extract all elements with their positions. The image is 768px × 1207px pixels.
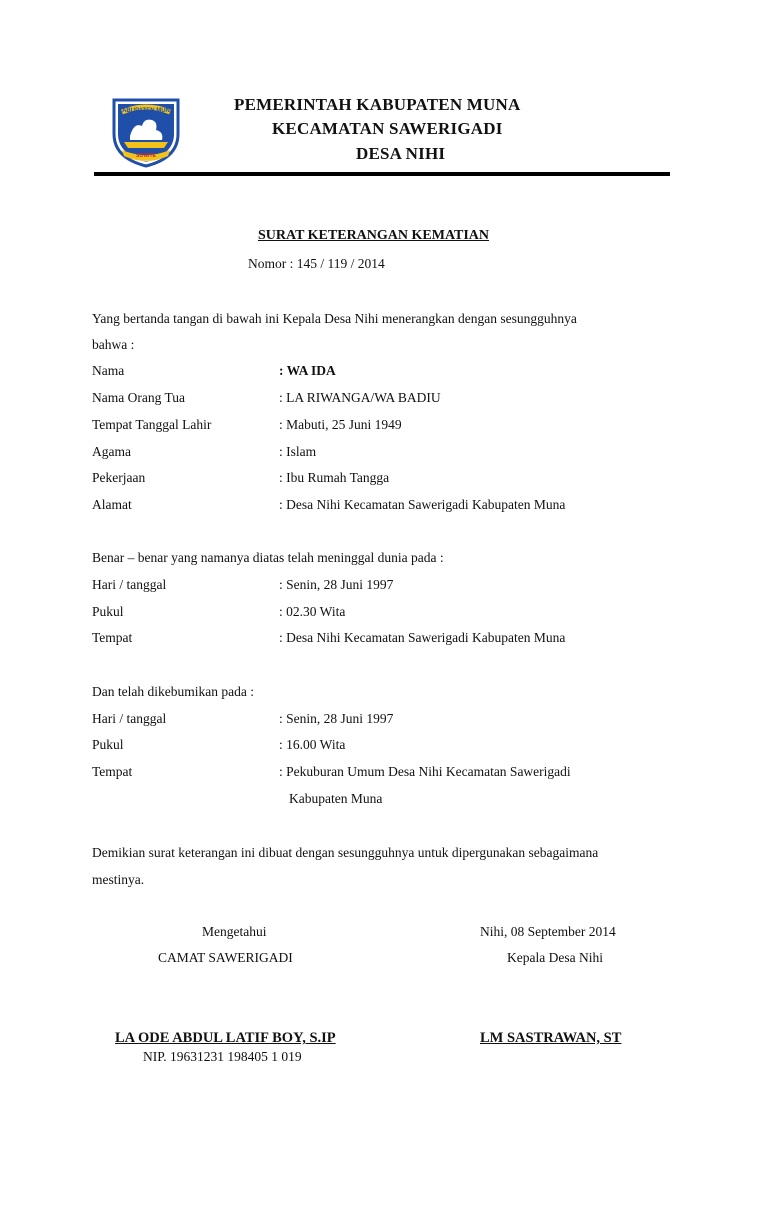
burial-heading: Dan telah dikebumikan pada :: [92, 684, 254, 699]
burial-time-value: : 16.00 Wita: [279, 737, 346, 752]
birth-label: Tempat Tanggal Lahir: [92, 417, 212, 432]
right-signature-place-date: Nihi, 08 September 2014: [480, 924, 616, 939]
person-name-value: : WA IDA: [279, 363, 336, 378]
death-heading: Benar – benar yang namanya diatas telah meninggal dunia pada :: [92, 550, 444, 565]
header-district: KECAMATAN SAWERIGADI: [272, 119, 503, 138]
logo-year-text: 1959: [142, 160, 150, 164]
header-divider: [94, 172, 670, 176]
burial-place-continued: Kabupaten Muna: [289, 791, 383, 806]
logo-top-text: KABUPATEN MUNA: [117, 108, 175, 114]
burial-day-value: : Senin, 28 Juni 1997: [279, 711, 394, 726]
right-signatory-name: LM SASTRAWAN, ST: [480, 1030, 622, 1046]
burial-time-label: Pukul: [92, 737, 124, 752]
header-government: PEMERINTAH KABUPATEN MUNA: [234, 95, 521, 114]
document-number: Nomor : 145 / 119 / 2014: [248, 256, 385, 271]
right-signature-role: Kepala Desa Nihi: [507, 950, 603, 965]
closing-line-2: mestinya.: [92, 872, 145, 887]
logo-bottom-text: SOWITE: [136, 153, 156, 159]
death-place-value: : Desa Nihi Kecamatan Sawerigadi Kabupaten Muna: [279, 630, 566, 645]
parents-value: : LA RIWANGA/WA BADIU: [279, 390, 441, 405]
death-time-label: Pukul: [92, 604, 124, 619]
religion-value: : Islam: [279, 444, 317, 459]
logo-base-band: [124, 142, 168, 148]
header-village: DESA NIHI: [356, 144, 446, 163]
left-signatory-nip: NIP. 19631231 198405 1 019: [143, 1049, 302, 1064]
left-signature-caption: Mengetahui: [202, 924, 267, 939]
address-label: Alamat: [92, 497, 132, 512]
burial-day-label: Hari / tanggal: [92, 711, 167, 726]
kabupaten-muna-logo: [108, 96, 184, 168]
parents-label: Nama Orang Tua: [92, 390, 185, 405]
address-value: : Desa Nihi Kecamatan Sawerigadi Kabupaten Muna: [279, 497, 566, 512]
burial-place-value: : Pekuburan Umum Desa Nihi Kecamatan Sawerigadi: [279, 764, 571, 779]
birth-value: : Mabuti, 25 Juni 1949: [279, 417, 402, 432]
person-name-label: Nama: [92, 363, 125, 378]
left-signatory-name: LA ODE ABDUL LATIF BOY, S.IP: [115, 1030, 336, 1046]
intro-line-2: bahwa :: [92, 337, 135, 352]
death-place-label: Tempat: [92, 630, 133, 645]
death-time-value: : 02.30 Wita: [279, 604, 346, 619]
document-title: SURAT KETERANGAN KEMATIAN: [258, 228, 490, 243]
occupation-value: : Ibu Rumah Tangga: [279, 470, 390, 485]
intro-line-1: Yang bertanda tangan di bawah ini Kepala Desa Nihi menerangkan dengan sesungguhnya: [92, 311, 577, 326]
left-signature-role: CAMAT SAWERIGADI: [158, 950, 293, 965]
death-day-label: Hari / tanggal: [92, 577, 167, 592]
religion-label: Agama: [92, 444, 131, 459]
burial-place-label: Tempat: [92, 764, 133, 779]
death-day-value: : Senin, 28 Juni 1997: [279, 577, 394, 592]
closing-line-1: Demikian surat keterangan ini dibuat dengan sesungguhnya untuk dipergunakan sebagaimana: [92, 845, 599, 860]
occupation-label: Pekerjaan: [92, 470, 146, 485]
